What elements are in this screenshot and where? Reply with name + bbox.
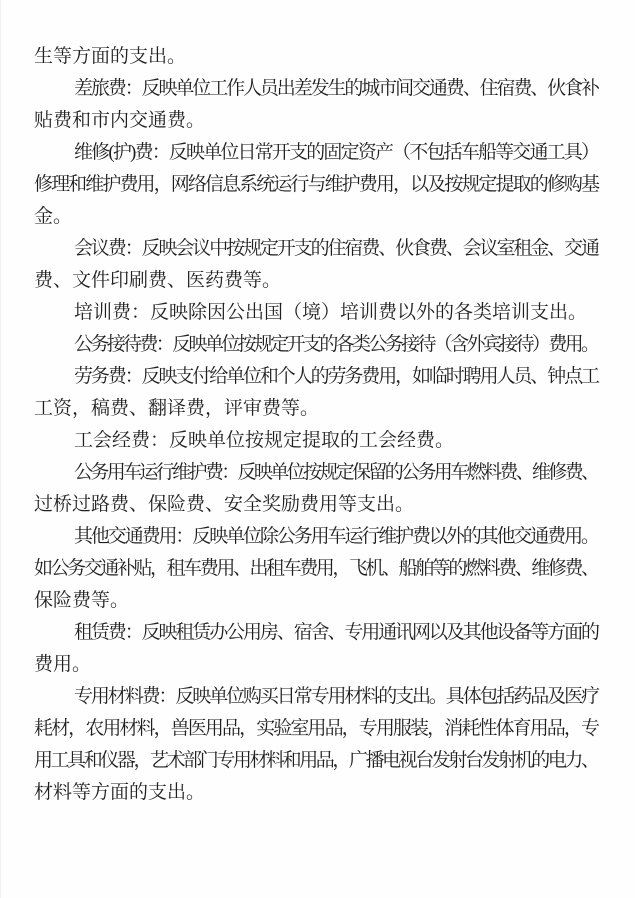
text-line: 材料等方面的支出。 [34, 782, 206, 803]
text-line: 培训费：反映除因公出国（境）培训费以外的各类培训支出。 [74, 302, 588, 323]
paragraph [34, 329, 600, 361]
text-line: 租赁费：反映租赁办公用房、宿舍、专用通讯网以及其他设备等方面的 [74, 622, 598, 643]
text-line: 工会经费：反映单位按规定提取的工会经费。 [74, 430, 455, 451]
text-line: 如公务交通补贴，租车费用、出租车费用，飞机、船舶等的燃料费、维修费、 [34, 558, 598, 579]
paragraph [34, 297, 600, 329]
paragraph [34, 361, 600, 425]
text-line: 贴费和市内交通费。 [34, 110, 206, 131]
paragraph [34, 457, 600, 521]
paragraph [34, 521, 600, 617]
text-line: 其他交通费用：反映单位除公务用车运行维护费以外的其他交通费用。 [74, 526, 598, 547]
paragraph [34, 425, 600, 457]
paragraph [34, 233, 600, 297]
document-body [34, 41, 600, 809]
paragraph [34, 73, 600, 137]
text-line: 金。 [34, 206, 73, 227]
text-line: 工资，稿费、翻译费，评审费等。 [34, 398, 320, 419]
text-line: 维修(护)费：反映单位日常开支的固定资产（不包括车船等交通工具） [74, 142, 599, 163]
text-line: 用工具和仪器，艺术部门专用材料和用品，广播电视台发射台发射机的电力、 [34, 750, 598, 771]
text-line: 差旅费：反映单位工作人员出差发生的城市间交通费、住宿费、伙食补 [74, 78, 598, 99]
text-line: 专用材料费：反映单位购买日常专用材料的支出。具体包括药品及医疗 [74, 686, 598, 707]
paragraph [34, 617, 600, 681]
text-line: 会议费：反映会议中按规定开支的住宿费、伙食费、会议室租金、交通 [74, 238, 598, 259]
paragraph [34, 137, 600, 233]
text-line: 费、文件印刷费、医药费等。 [34, 270, 282, 291]
text-line: 公务用车运行维护费：反映单位按规定保留的公务用车燃料费、维修费、 [74, 462, 598, 483]
text-line: 公务接待费：反映单位按规定开支的各类公务接待（含外宾接待）费用。 [74, 334, 598, 355]
text-line: 保险费等。 [34, 590, 130, 611]
text-line: 费用。 [34, 654, 92, 675]
text-line: 修理和维护费用，网络信息系统运行与维护费用，以及按规定提取的修购基 [34, 174, 599, 195]
text-line: 生等方面的支出。 [34, 46, 187, 67]
paragraph [34, 681, 600, 809]
text-line: 劳务费：反映支付给单位和个人的劳务费用，如临时聘用人员、钟点工 [74, 366, 598, 387]
paragraph [34, 41, 600, 73]
text-line: 过桥过路费、保险费、安全奖励费用等支出。 [34, 494, 415, 515]
text-line: 耗材，农用材料，兽医用品，实验室用品，专用服装，消耗性体育用品，专 [34, 718, 599, 739]
